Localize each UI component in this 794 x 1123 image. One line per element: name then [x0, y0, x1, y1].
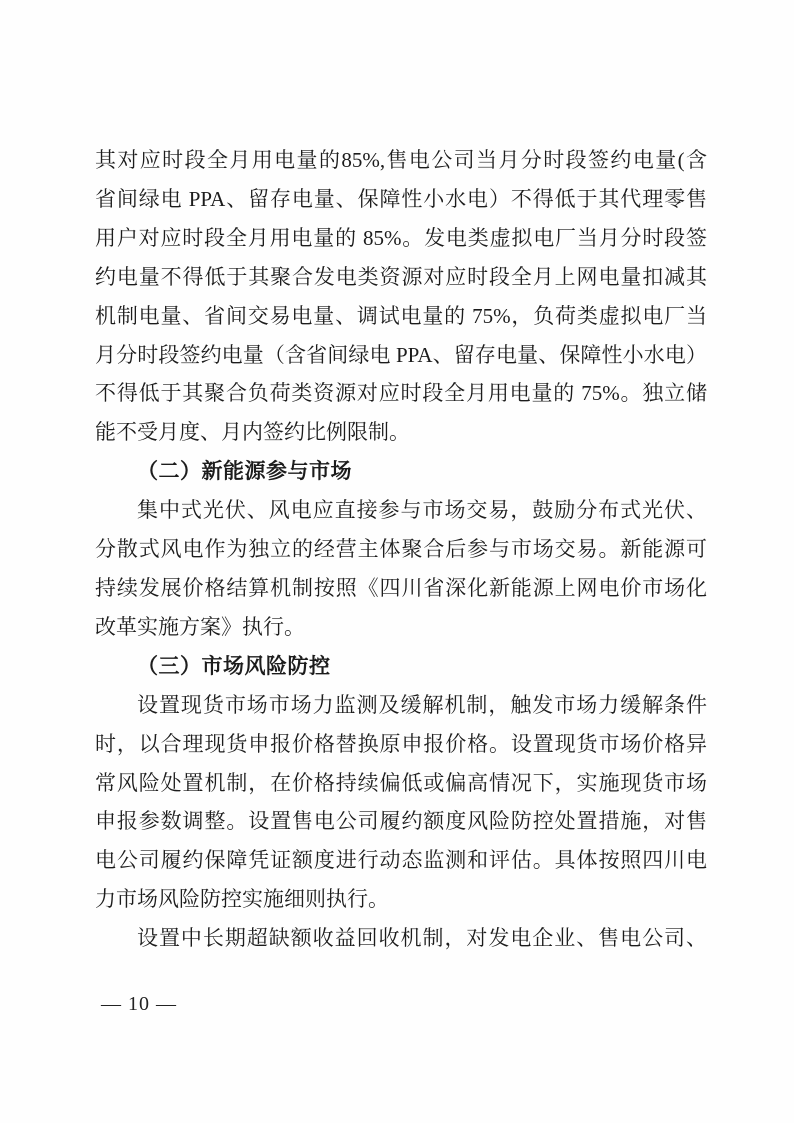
body-text-line: 改革实施方案》执行。 [95, 614, 305, 639]
body-text-line: 持续发展价格结算机制按照《四川省深化新能源上网电价市场化 [95, 575, 707, 600]
body-text-line: 设置现货市场市场力监测及缓解机制，触发市场力缓解条件 [137, 692, 707, 717]
page-number: — 10 — [101, 993, 177, 1015]
body-text-line: 能不受月度、月内签约比例限制。 [95, 420, 410, 445]
body-text-line: 常风险处置机制，在价格持续偏低或偏高情况下，实施现货市场 [95, 770, 707, 795]
document-body [95, 141, 707, 958]
page-footer [101, 993, 177, 1016]
body-text-line: 约电量不得低于其聚合发电类资源对应时段全月上网电量扣减其 [95, 264, 707, 289]
body-text-line: 不得低于其聚合负荷类资源对应时段全月用电量的 75%。独立储 [95, 381, 707, 406]
body-text-line: 用户对应时段全月用电量的 85%。发电类虚拟电厂当月分时段签 [95, 225, 707, 250]
body-text-line: 电公司履约保障凭证额度进行动态监测和评估。具体按照四川电 [95, 848, 707, 873]
body-text-line: 其对应时段全月用电量的85%,售电公司当月分时段签约电量(含 [95, 148, 707, 172]
body-text-line: 设置中长期超缺额收益回收机制，对发电企业、售电公司、 [137, 926, 707, 951]
body-text-line: 省间绿电 PPA、留存电量、保障性小水电）不得低于其代理零售 [95, 186, 707, 211]
body-text-line: 分散式风电作为独立的经营主体聚合后参与市场交易。新能源可 [95, 537, 707, 562]
body-text-line: 机制电量、省间交易电量、调试电量的 75%，负荷类虚拟电厂当 [95, 303, 707, 328]
body-text-line: 申报参数调整。设置售电公司履约额度风险防控处置措施，对售 [95, 809, 707, 834]
section-heading: （二）新能源参与市场 [137, 459, 352, 484]
section-heading: （三）市场风险防控 [137, 653, 331, 678]
body-text-line: 月分时段签约电量（含省间绿电 PPA、留存电量、保障性小水电） [95, 342, 707, 367]
body-text-line: 力市场风险防控实施细则执行。 [95, 887, 389, 912]
body-text-line: 集中式光伏、风电应直接参与市场交易，鼓励分布式光伏、 [137, 498, 707, 523]
body-text-line: 时，以合理现货申报价格替换原申报价格。设置现货市场价格异 [95, 731, 707, 756]
